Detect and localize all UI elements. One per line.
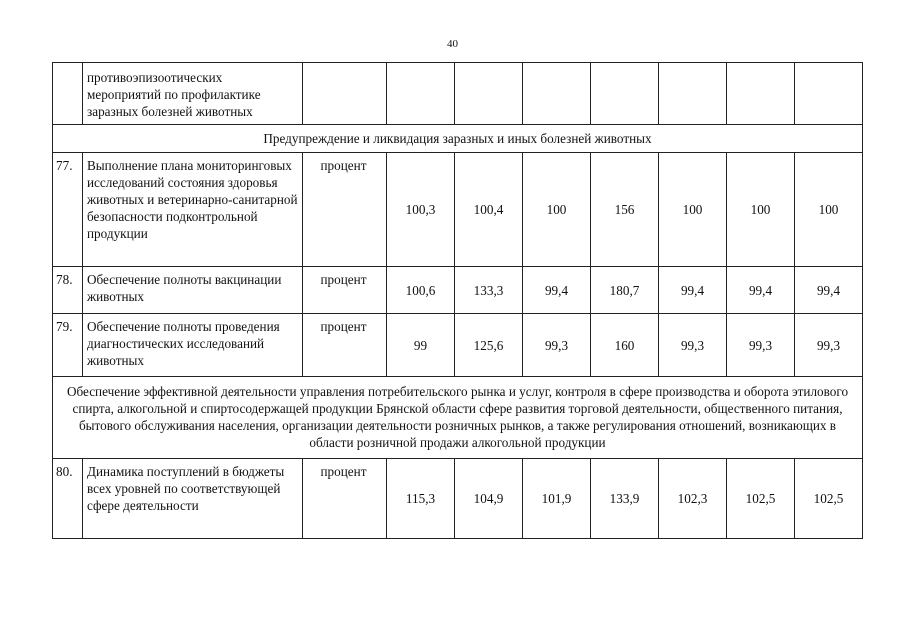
- value-cell: 101,9: [523, 459, 591, 539]
- section-row: [53, 377, 863, 459]
- value-cell: 156: [591, 153, 659, 267]
- row-number-cell: [53, 63, 83, 125]
- value-cell: 125,6: [455, 314, 523, 377]
- value-cell: 99,3: [523, 314, 591, 377]
- table-row: [53, 267, 863, 314]
- row-number-cell: 77.: [53, 153, 83, 267]
- unit-cell: процент: [303, 314, 387, 377]
- unit-cell: процент: [303, 267, 387, 314]
- value-cell: 102,5: [727, 459, 795, 539]
- section-heading-consumer-market: Обеспечение эффективной деятельности управления потребительского рынка и услуг, контроля в сфере производства и оборота этилового спирта, алкогольной и спиртосодержащей продукции Брянской области сфере развития торговой деятельности, общественного питания, бытового обслуживания населения, организации деятельности розничных рынков, а также регулирования отношений, возникающих в области розничной продажи алкогольной продукции: [53, 377, 863, 459]
- value-cell: 100: [727, 153, 795, 267]
- value-cell: 100,3: [387, 153, 455, 267]
- page-number: 40: [447, 38, 458, 50]
- value-cell: 99: [387, 314, 455, 377]
- value-cell: [727, 63, 795, 125]
- value-cell: [591, 63, 659, 125]
- value-cell: 160: [591, 314, 659, 377]
- table-row: [53, 314, 863, 377]
- value-cell: 180,7: [591, 267, 659, 314]
- value-cell: [795, 63, 863, 125]
- section-heading-animal-diseases: Предупреждение и ликвидация заразных и иных болезней животных: [53, 125, 863, 153]
- value-cell: 99,3: [727, 314, 795, 377]
- value-cell: 99,4: [523, 267, 591, 314]
- unit-cell: [303, 63, 387, 125]
- value-cell: 102,3: [659, 459, 727, 539]
- indicator-name-cell: Обеспечение полноты вакцинации животных: [83, 267, 303, 314]
- value-cell: 104,9: [455, 459, 523, 539]
- value-cell: [455, 63, 523, 125]
- indicator-name-cell: противоэпизоотических мероприятий по профилактике заразных болезней животных: [83, 63, 303, 125]
- value-cell: 133,9: [591, 459, 659, 539]
- indicator-name-cell: Динамика поступлений в бюджеты всех уровней по соответствующей сфере деятельности: [83, 459, 303, 539]
- unit-cell: процент: [303, 153, 387, 267]
- value-cell: 99,4: [795, 267, 863, 314]
- value-cell: [659, 63, 727, 125]
- value-cell: 100,4: [455, 153, 523, 267]
- value-cell: 100: [523, 153, 591, 267]
- indicator-name-cell: Обеспечение полноты проведения диагностических исследований животных: [83, 314, 303, 377]
- value-cell: 99,3: [795, 314, 863, 377]
- table-row: [53, 153, 863, 267]
- value-cell: 115,3: [387, 459, 455, 539]
- row-number-cell: 80.: [53, 459, 83, 539]
- indicators-table: [52, 62, 863, 539]
- value-cell: [387, 63, 455, 125]
- section-row: [53, 125, 863, 153]
- table-row: [53, 459, 863, 539]
- row-number-cell: 79.: [53, 314, 83, 377]
- value-cell: 99,3: [659, 314, 727, 377]
- value-cell: [523, 63, 591, 125]
- indicator-name-cell: Выполнение плана мониторинговых исследований состояния здоровья животных и ветеринарно-санитарной безопасности подконтрольной продукции: [83, 153, 303, 267]
- row-number-cell: 78.: [53, 267, 83, 314]
- value-cell: 102,5: [795, 459, 863, 539]
- value-cell: 99,4: [727, 267, 795, 314]
- value-cell: 99,4: [659, 267, 727, 314]
- table-row-continuation: [53, 63, 863, 125]
- value-cell: 100: [659, 153, 727, 267]
- value-cell: 100: [795, 153, 863, 267]
- value-cell: 133,3: [455, 267, 523, 314]
- value-cell: 100,6: [387, 267, 455, 314]
- unit-cell: процент: [303, 459, 387, 539]
